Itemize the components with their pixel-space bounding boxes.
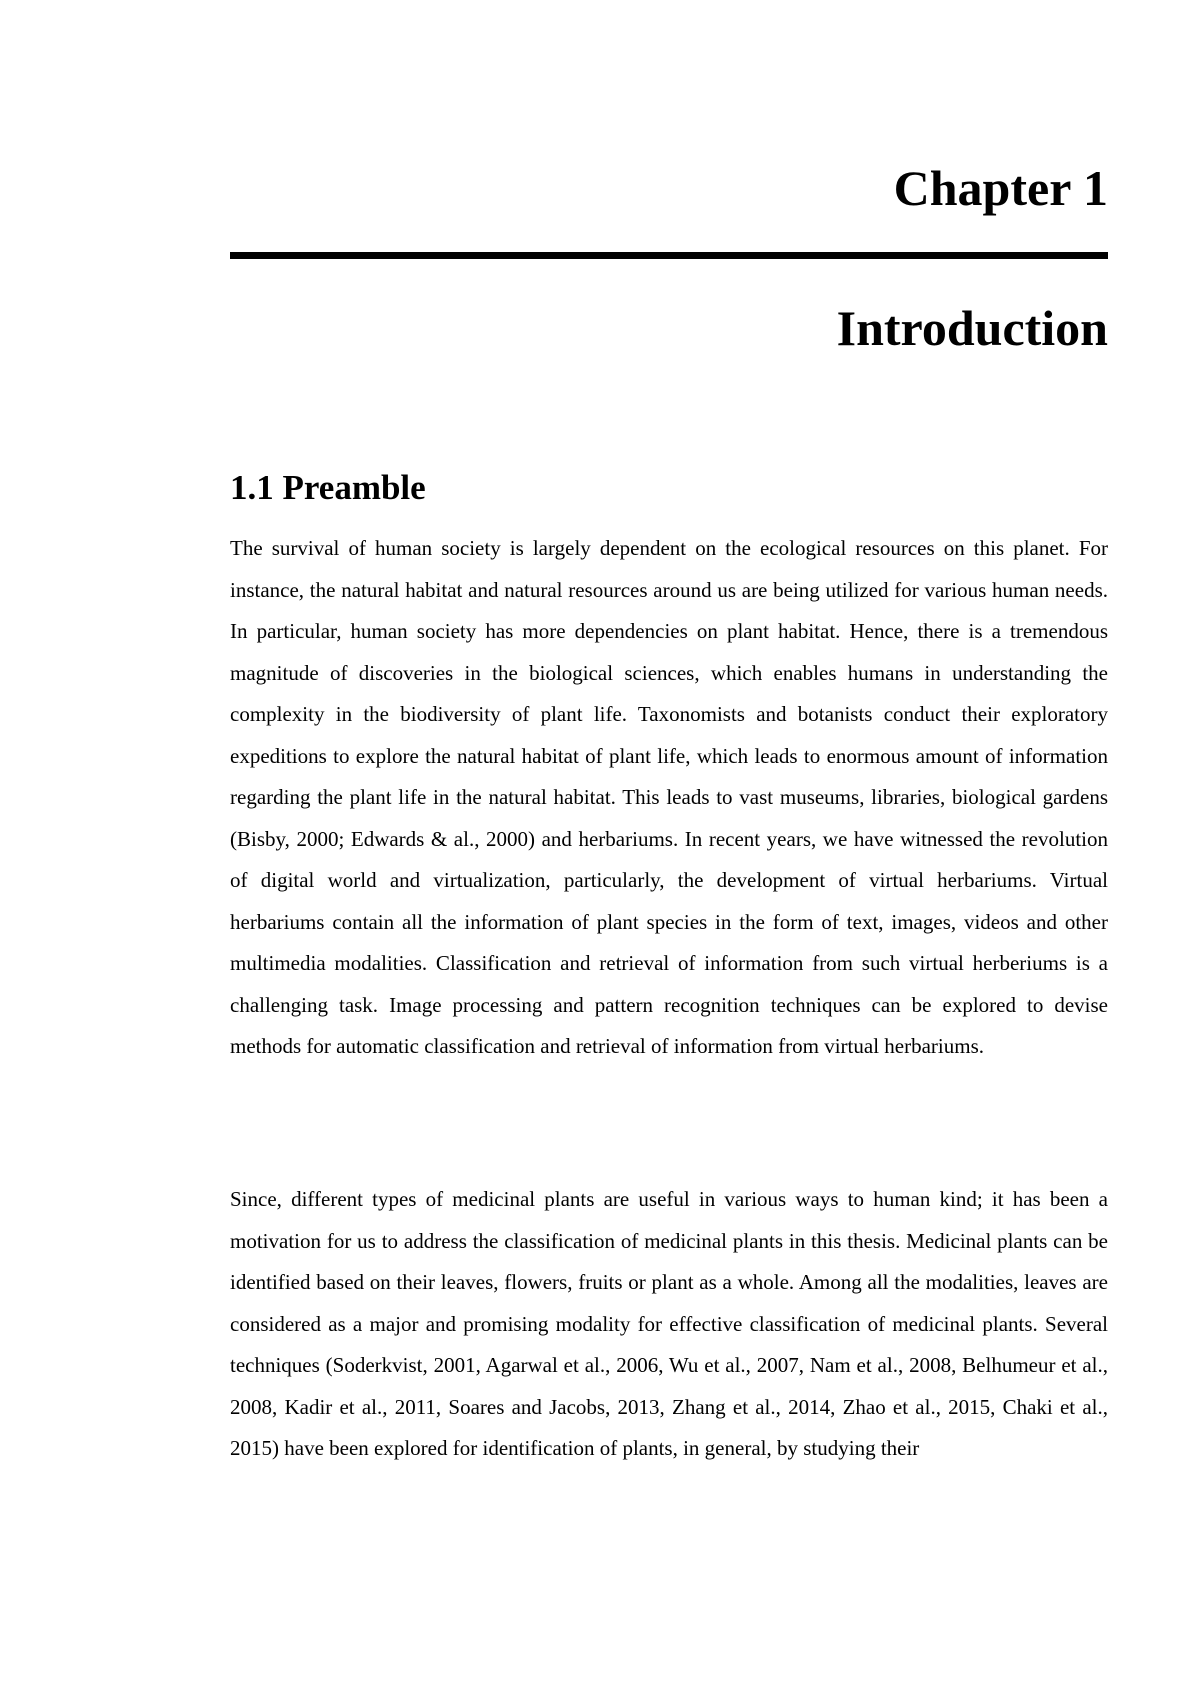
body-paragraph: The survival of human society is largely dependent on the ecological resources on this planet. For instance, the natural habitat and natural resources around us are being utilized for various human needs. In particular, human society has more dependencies on plant habitat. Hence, there is a tremendous magnitude of discoveries in the biological sciences, which enables humans in understanding the complexity in the biodiversity of plant life. Taxonomists and botanists conduct their exploratory expeditions to explore the natural habitat of plant life, which leads to enormous amount of information regarding the plant life in the natural habitat. This leads to vast museums, libraries, biological gardens (Bisby, 2000; Edwards & al., 2000) and herbariums. In recent years, we have witnessed the revolution of digital world and virtualization, particularly, the development of virtual herbariums. Virtual herbariums contain all the information of plant species in the form of text, images, videos and other multimedia modalities. Classification and retrieval of information from such virtual herberiums is a challenging task. Image processing and pattern recognition techniques can be explored to devise methods for automatic classification and retrieval of information from virtual herbariums. <box>230 536 1108 1058</box>
chapter-number: Chapter 1 <box>893 160 1108 216</box>
chapter-divider <box>230 252 1108 259</box>
chapter-title: Introduction <box>836 300 1108 356</box>
section-heading: 1.1 Preamble <box>230 468 426 507</box>
body-paragraph: Since, different types of medicinal plants are useful in various ways to human kind; it has been a motivation for us to address the classification of medicinal plants in this thesis. Medicinal plants can be identified based on their leaves, flowers, fruits or plant as a whole. Among all the modalities, leaves are considered as a major and promising modality for effective classification of medicinal plants. Several techniques (Soderkvist, 2001, Agarwal et al., 2006, Wu et al., 2007, Nam et al., 2008, Belhumeur et al., 2008, Kadir et al., 2011, Soares and Jacobs, 2013, Zhang et al., 2014, Zhao et al., 2015, Chaki et al., 2015) have been explored for identification of plants, in general, by studying their <box>230 1187 1108 1460</box>
